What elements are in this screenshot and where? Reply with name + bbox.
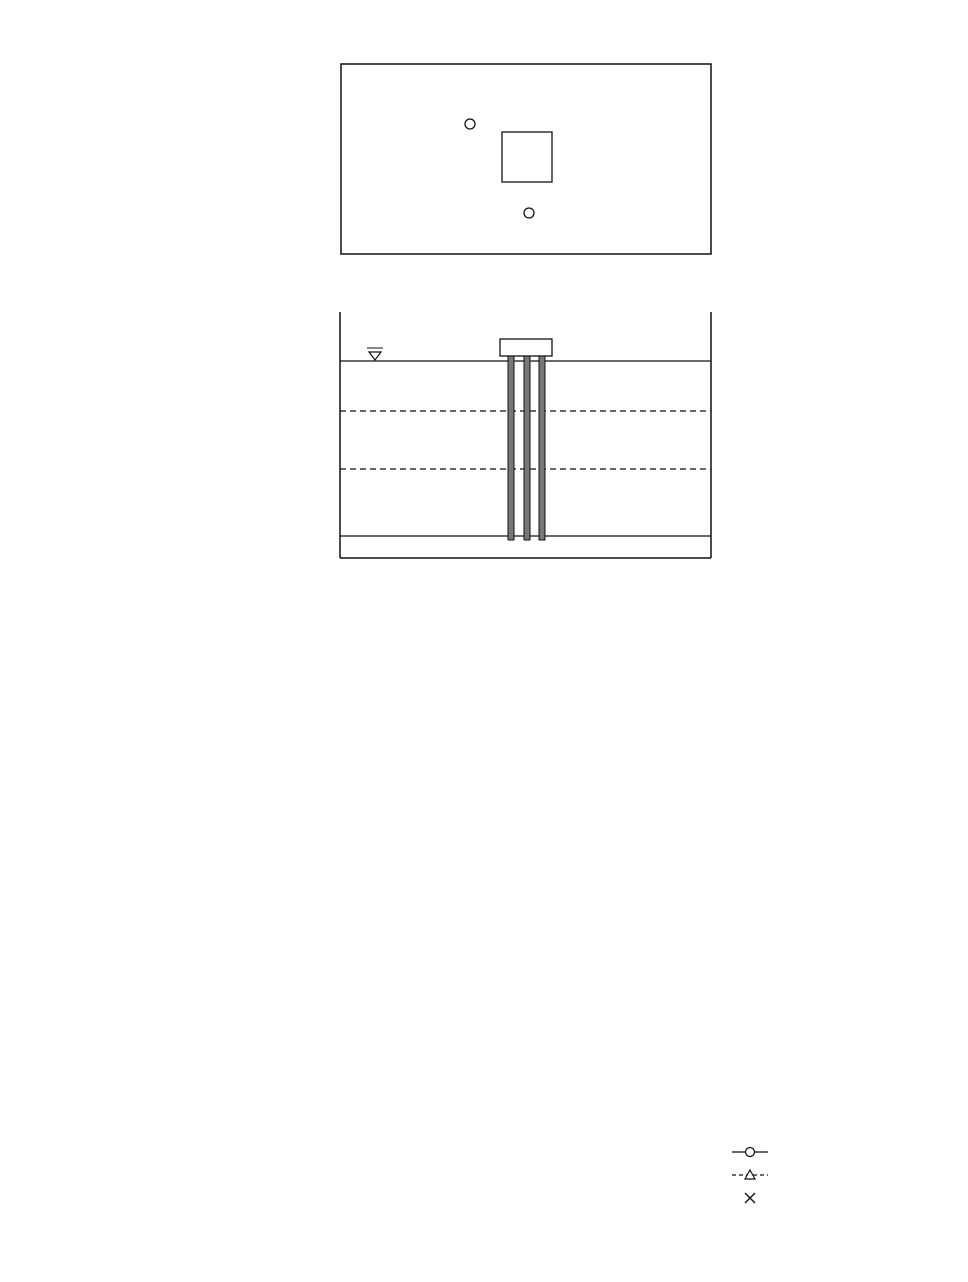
plan-point-2-marker bbox=[524, 208, 534, 218]
pile-right bbox=[539, 356, 545, 540]
legend-circle-line-icon bbox=[730, 1145, 770, 1159]
pile-center bbox=[524, 356, 530, 540]
legend-triangle-dash-icon bbox=[730, 1168, 770, 1182]
pile-cap bbox=[500, 339, 552, 356]
plan-view-frame bbox=[341, 64, 711, 254]
legend-cross-icon bbox=[730, 1191, 770, 1205]
depth-profile-charts bbox=[0, 600, 968, 1200]
pile-group-plan bbox=[502, 132, 552, 182]
pile-left bbox=[508, 356, 514, 540]
plan-point-1-marker bbox=[465, 119, 475, 129]
legend-item-case4 bbox=[730, 1186, 770, 1208]
section-view bbox=[340, 312, 711, 558]
water-level-icon bbox=[369, 352, 381, 360]
legend-item-point-1 bbox=[730, 1140, 770, 1162]
position-diagrams bbox=[0, 0, 968, 600]
legend-item-point-2 bbox=[730, 1163, 770, 1185]
